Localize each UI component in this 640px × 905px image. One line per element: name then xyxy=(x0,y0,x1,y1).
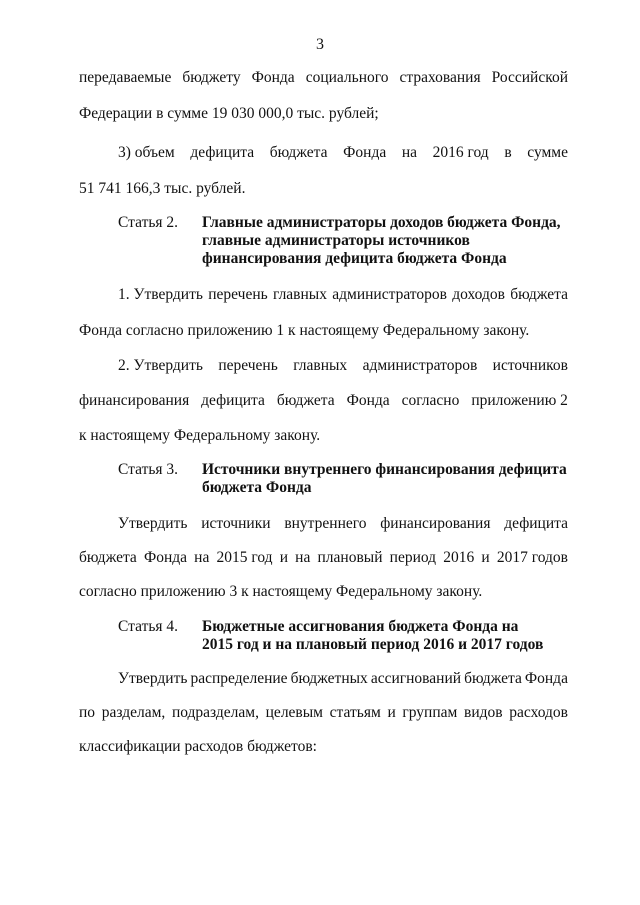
word: перечень xyxy=(208,286,268,303)
word: в xyxy=(504,144,512,161)
word: 2015 год xyxy=(216,549,273,566)
word: статьям xyxy=(329,704,381,721)
word: сумме xyxy=(527,144,568,161)
word: распределение xyxy=(190,670,288,687)
word: Фонда xyxy=(343,144,387,161)
word: Фонда xyxy=(143,549,188,566)
paragraph-line xyxy=(79,392,568,410)
word: перечень xyxy=(218,357,278,374)
word: видов xyxy=(464,704,503,721)
word: согласно xyxy=(401,392,460,409)
paragraph-line xyxy=(118,286,568,304)
paragraph-line xyxy=(79,704,568,722)
word: плановый xyxy=(317,549,383,566)
word: администраторов xyxy=(332,286,447,303)
word: бюджета xyxy=(510,286,568,303)
word: бюджета xyxy=(276,392,335,409)
word: 2016 год xyxy=(432,144,489,161)
word: подразделам, xyxy=(171,704,259,721)
paragraph-line: 51 741 166,3 тыс. рублей. xyxy=(79,180,246,197)
word: по xyxy=(79,704,96,721)
word: группам xyxy=(402,704,458,721)
word: 2. Утвердить xyxy=(118,357,203,374)
word: на xyxy=(194,549,210,566)
paragraph-line xyxy=(118,144,568,162)
word: 2016 xyxy=(443,549,475,566)
paragraph-line: согласно приложению 3 к настоящему Федеральному закону. xyxy=(79,583,483,600)
word: ассигнований xyxy=(370,670,462,687)
word: бюджету xyxy=(182,69,241,86)
paragraph-line: Федерации в сумме 19 030 000,0 тыс. рублей; xyxy=(79,105,379,122)
paragraph-line: к настоящему Федеральному закону. xyxy=(79,427,321,444)
article-4-title-line: Бюджетные ассигнования бюджета Фонда на xyxy=(202,618,519,635)
article-3-title-line: Источники внутреннего финансирования дефицита xyxy=(202,461,567,478)
paragraph-line xyxy=(118,515,568,533)
paragraph-line xyxy=(79,549,568,567)
article-2-title-line: финансирования дефицита бюджета Фонда xyxy=(202,250,507,267)
paragraph-line: Фонда согласно приложению 1 к настоящему Федеральному закону. xyxy=(79,322,530,339)
word: финансирования xyxy=(380,515,491,532)
word: бюджета xyxy=(269,144,328,161)
word: на xyxy=(295,549,311,566)
word: Российской xyxy=(491,69,568,86)
word: на xyxy=(401,144,418,161)
paragraph-line xyxy=(79,69,568,87)
word: 1. Утвердить xyxy=(118,286,203,303)
word: доходов xyxy=(452,286,505,303)
word: дефицита xyxy=(201,392,265,409)
word: целевым xyxy=(265,704,323,721)
article-3-title-line: бюджета Фонда xyxy=(202,479,312,496)
article-2-title-line: главные администраторы источников xyxy=(202,232,470,249)
word: приложению 2 xyxy=(471,392,568,409)
word: администраторов xyxy=(362,357,478,374)
word: социального xyxy=(305,69,389,86)
word: Фонда xyxy=(346,392,390,409)
word: страхования xyxy=(399,69,481,86)
page-number: 3 xyxy=(316,36,324,53)
word: Утвердить xyxy=(118,670,188,687)
article-4-title-line: 2015 год и на плановый период 2016 и 2017 годов xyxy=(202,636,544,653)
word: период xyxy=(389,549,437,566)
word: дефицита xyxy=(504,515,568,532)
word: и xyxy=(279,549,289,566)
word: Утвердить xyxy=(118,515,188,532)
word: бюджета xyxy=(464,670,522,687)
word: источники xyxy=(201,515,271,532)
word: бюджета xyxy=(79,549,137,566)
article-4-label: Статья 4. xyxy=(118,618,179,635)
paragraph-line xyxy=(118,670,568,688)
article-2-title-line: Главные администраторы доходов бюджета Фонда, xyxy=(202,214,561,231)
word: разделам, xyxy=(101,704,166,721)
word: передаваемые xyxy=(79,69,172,86)
paragraph-line xyxy=(118,357,568,375)
word: и xyxy=(387,704,396,721)
word: дефицита xyxy=(190,144,255,161)
word: и xyxy=(481,549,490,566)
word: главных xyxy=(293,357,348,374)
word: 2017 годов xyxy=(496,549,568,566)
word: расходов xyxy=(509,704,568,721)
paragraph-line: классификации расходов бюджетов: xyxy=(79,738,317,755)
word: Фонда xyxy=(251,69,295,86)
word: Фонда xyxy=(524,670,568,687)
word: главных xyxy=(273,286,327,303)
word: бюджетных xyxy=(290,670,368,687)
word: внутреннего xyxy=(284,515,367,532)
word: 3) объем xyxy=(118,144,175,161)
word: источников xyxy=(492,357,568,374)
article-3-label: Статья 3. xyxy=(118,461,179,478)
article-2-label: Статья 2. xyxy=(118,214,179,231)
word: финансирования xyxy=(79,392,190,409)
